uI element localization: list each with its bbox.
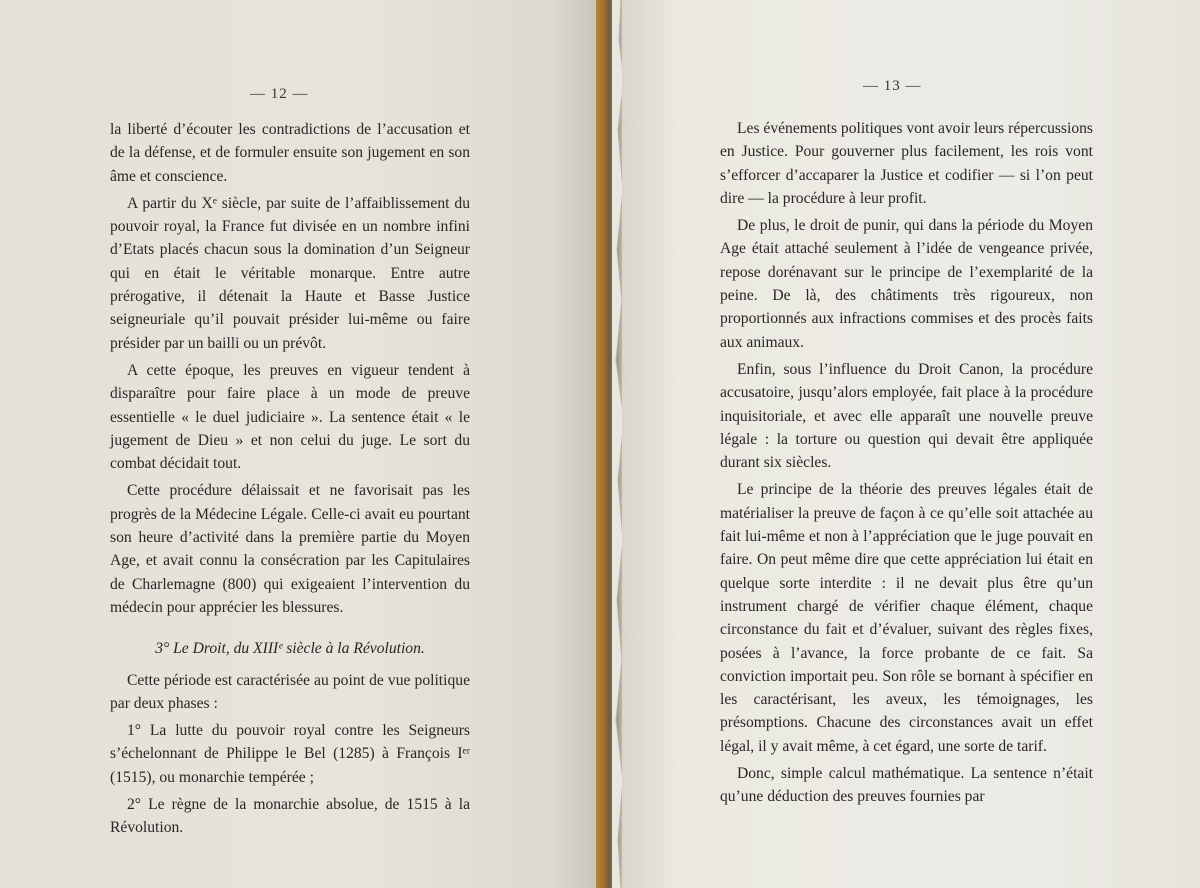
paragraph: Le principe de la théorie des preuves légales était de matérialiser la preuve de façon à ce qu’elle soit attachée au fait lui-même et non à l’appréciation que le juge pouvait en faire. On peut même dire que cette appréciation lui était en quelque sorte interdite : il ne devait plus être qu’un instrument chargé de vérifier chaque élément, chaque circonstance du fait et d’évaluer, suivant des règles fixes, posées à l’avance, la force probante de ce fait. Sa conviction importait peu. Son rôle se bornant à spécifier en les caractérisant, les aveux, les témoignages, les présomptions. Chacune des circonstances avait un effet légal, il y avait même, à cet égard, une sorte de tarif.	[720, 481, 1093, 755]
section-heading: 3° Le Droit, du XIIIᵉ siècle à la Révolution.	[155, 640, 425, 658]
paragraph: De plus, le droit de punir, qui dans la période du Moyen Age était attaché seulement à l’idée de vengeance privée, repose dorénavant sur le principe de l’exemplarité de la peine. De là, des châtiments très rigoureux, non proportionnés aux infractions commises et des procès faits aux animaux.	[720, 217, 1093, 351]
page-number-right: — 13 —	[863, 78, 922, 94]
right-page	[622, 0, 1200, 888]
paragraph: Cette période est caractérisée au point de vue politique par deux phases :	[110, 671, 470, 712]
paragraph: la liberté d’écouter les contradictions de l’accusation et de la défense, et de formuler ensuite son jugement en son âme et conscience.	[110, 121, 470, 185]
list-item: 1° La lutte du pouvoir royal contre les Seigneurs s’échelonnant de Philippe le Bel (1285) à François Iᵉʳ (1515), ou monarchie tempérée ;	[110, 722, 470, 786]
paragraph: Cette procédure délaissait et ne favorisait pas les progrès de la Médecine Légale. Celle-ci avait eu pourtant son heure d’activité dans la première partie du Moyen Age, et avait connu la consécration par les Capitulaires de Charlemagne (800) qui exigeaient l’intervention du médecin pour apprécier les blessures.	[110, 482, 470, 616]
paragraph: Donc, simple calcul mathématique. La sentence n’était qu’une déduction des preuves fournies par	[720, 765, 1093, 806]
paragraph: A partir du Xᵉ siècle, par suite de l’affaiblissement du pouvoir royal, la France fut divisée en un nombre infini d’Etats placés chacun sous la domination d’un Seigneur qui en était le véritable monarque. Entre autre prérogative, il détenait la Haute et Basse Justice seigneuriale qu’il pouvait présider lui-même ou faire présider par un bailli ou un prévôt.	[110, 194, 470, 352]
paragraph: A cette époque, les preuves en vigueur tendent à disparaître pour faire place à un mode de preuve essentielle « le duel judiciaire ». La sentence était « le jugement de Dieu » et non celui du juge. Le sort du combat décidait tout.	[110, 361, 470, 473]
right-page-text	[720, 117, 1093, 809]
paragraph: Enfin, sous l’influence du Droit Canon, la procédure accusatoire, jusqu’alors employée, fait place à la procédure inquisitoriale, et avec elle apparaît une nouvelle preuve légale : la torture ou question qui devait être appliquée durant six siècles.	[720, 360, 1093, 472]
left-page-text	[110, 118, 470, 840]
page-number-left: — 12 —	[250, 86, 309, 102]
list-item: 2° Le règne de la monarchie absolue, de 1515 à la Révolution.	[110, 796, 470, 837]
paragraph: Les événements politiques vont avoir leurs répercussions en Justice. Pour gouverner plus facilement, les rois vont s’efforcer d’accaparer la Justice et codifier — si l’on peut dire — la procédure à leur profit.	[720, 120, 1093, 207]
